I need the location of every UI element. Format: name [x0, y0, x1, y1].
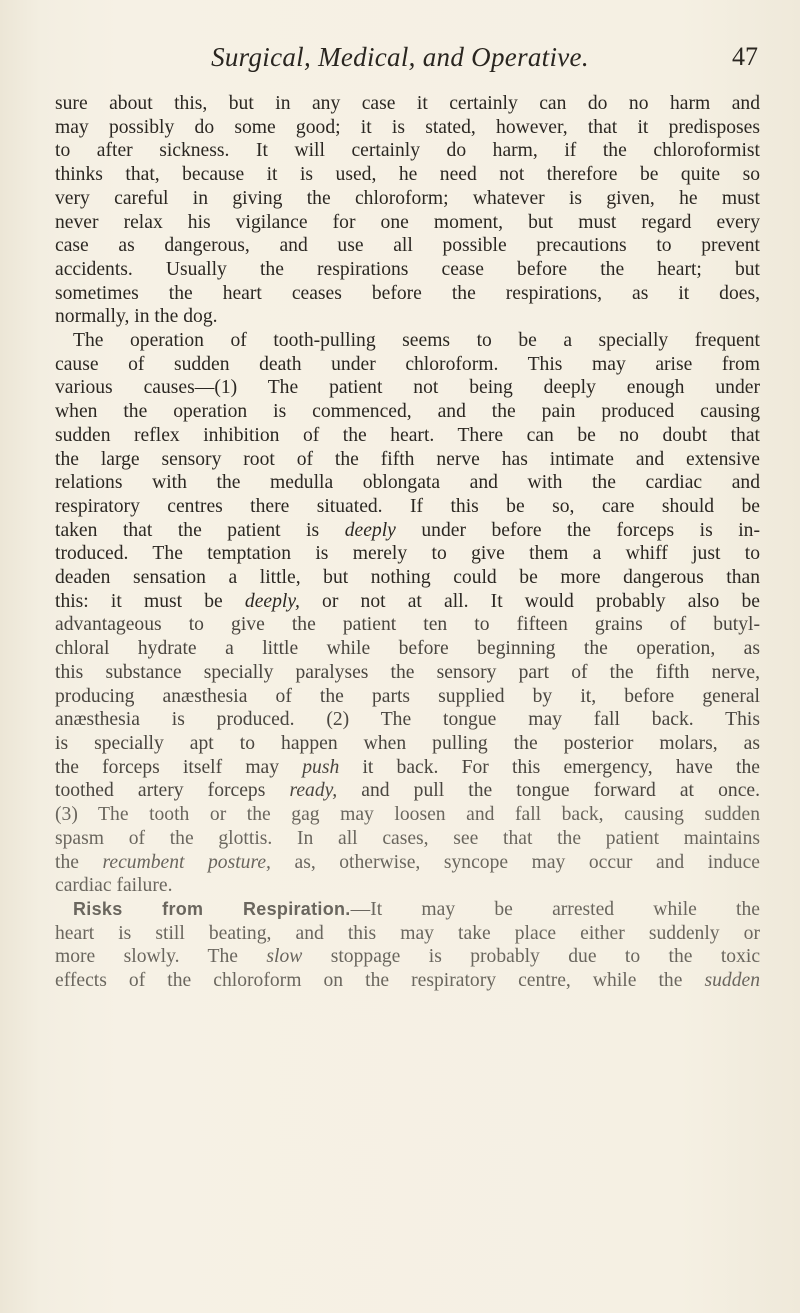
text-line: (3) The tooth or the gag may loosen and fall back, causing sudden — [55, 804, 760, 826]
text-line: The operation of tooth-pulling seems to be a specially frequent — [73, 330, 760, 352]
text-line: respiratory centres there situated. If this be so, care should be — [55, 495, 760, 517]
text-run: or not at all. It would probably also be — [322, 590, 760, 612]
text-line: never relax his vigilance for one moment, but must regard every — [55, 211, 760, 233]
emphasis-ready: ready, — [289, 780, 338, 802]
emphasis-sudden: sudden — [704, 970, 760, 992]
text-line: cardiac failure. — [55, 875, 173, 897]
text-line: may possibly do some good; it is stated, however, that it predisposes — [55, 116, 760, 138]
text-run: taken that the patient is — [55, 519, 320, 541]
text-run: —It may be arrested while the — [350, 898, 760, 920]
text-line: the large sensory root of the fifth nerve has intimate and extensive — [55, 448, 760, 470]
text-run: this: it must be — [55, 590, 223, 612]
text-run: and pull the tongue forward at once. — [361, 780, 760, 802]
emphasis-slow: slow — [266, 946, 303, 968]
text-line: anæsthesia is produced. (2) The tongue may fall back. This — [55, 709, 760, 731]
text-line: sure about this, but in any case it certainly can do no harm and — [55, 93, 760, 114]
emphasis-push: push — [302, 756, 340, 778]
text-line: sometimes the heart ceases before the respirations, as it does, — [55, 282, 760, 304]
emphasis-deeply: deeply — [344, 519, 396, 541]
text-line: sudden reflex inhibition of the heart. There can be no doubt that — [55, 424, 760, 446]
text-line: advantageous to give the patient ten to fifteen grains of butyl- — [55, 614, 760, 636]
text-line: normally, in the dog. — [55, 306, 218, 328]
text-line — [55, 590, 760, 614]
text-line: thinks that, because it is used, he need not therefore be quite so — [55, 164, 760, 186]
text-line — [55, 756, 760, 780]
text-line — [55, 898, 760, 922]
text-line: deaden sensation a little, but nothing could be more dangerous than — [55, 567, 760, 589]
text-run: under before the forceps is in- — [421, 519, 760, 541]
text-line: this substance specially paralyses the sensory part of the fifth nerve, — [55, 661, 760, 683]
text-line: producing anæsthesia of the parts supplied by it, before general — [55, 685, 760, 707]
text-run: as, otherwise, syncope may occur and induce — [294, 851, 760, 873]
text-run: stoppage is probably due to the toxic — [330, 946, 761, 968]
text-line: case as dangerous, and use all possible precautions to prevent — [55, 235, 760, 257]
text-line: spasm of the glottis. In all cases, see that the patient maintains — [55, 827, 760, 849]
body-text — [55, 92, 760, 993]
text-line: very careful in giving the chloroform; whatever is given, he must — [55, 187, 760, 209]
text-line: heart is still beating, and this may take place either suddenly or — [55, 922, 760, 944]
text-line: relations with the medulla oblongata and with the cardiac and — [55, 472, 760, 494]
text-line: troduced. The temptation is merely to give them a whiff just to — [55, 543, 760, 565]
text-line: accidents. Usually the respirations cease before the heart; but — [55, 258, 760, 280]
text-run: it back. For this emergency, have the — [362, 756, 760, 778]
emphasis-recumbent-posture: recumbent posture, — [102, 851, 271, 873]
running-title: Surgical, Medical, and Operative. — [211, 42, 589, 72]
text-run: the forceps itself may — [55, 756, 280, 778]
text-line — [55, 969, 760, 993]
text-line — [55, 945, 760, 969]
text-line — [55, 519, 760, 543]
text-run: effects of the chloroform on the respiratory centre, while the — [55, 970, 683, 992]
text-line: is specially apt to happen when pulling the posterior molars, as — [55, 732, 760, 754]
text-line: cause of sudden death under chloroform. This may arise from — [55, 353, 760, 375]
text-line: chloral hydrate a little while before beginning the operation, as — [55, 638, 760, 660]
text-line: various causes—(1) The patient not being deeply enough under — [55, 377, 760, 399]
text-line — [55, 779, 760, 803]
text-line: when the operation is commenced, and the pain produced causing — [55, 401, 760, 423]
page-number: 47 — [732, 42, 758, 71]
text-run: toothed artery forceps — [55, 780, 266, 802]
text-run: more slowly. The — [55, 946, 239, 968]
page-header — [0, 42, 800, 78]
text-line: to after sickness. It will certainly do harm, if the chloroformist — [55, 140, 760, 162]
text-run: the — [55, 851, 79, 873]
section-heading: Risks from Respiration. — [73, 898, 351, 919]
text-line — [55, 851, 760, 875]
emphasis-deeply: deeply, — [244, 590, 300, 612]
